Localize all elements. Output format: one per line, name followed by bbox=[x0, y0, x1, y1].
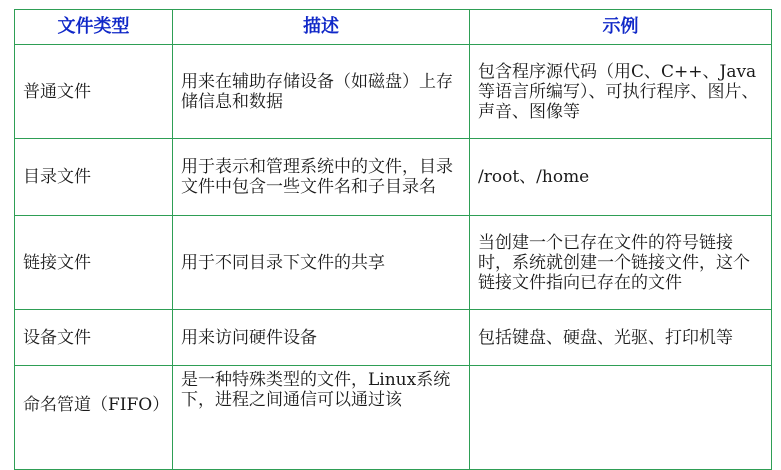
header-description: 描述 bbox=[173, 10, 470, 45]
header-file-type: 文件类型 bbox=[15, 10, 173, 45]
table-row bbox=[15, 45, 772, 139]
cell-description: 用于表示和管理系统中的文件，目录文件中包含一些文件名和子目录名 bbox=[173, 139, 470, 216]
cell-description: 用于不同目录下文件的共享 bbox=[173, 216, 470, 310]
cell-example: 包含程序源代码（用C、C++、Java等语言所编写）、可执行程序、图片、声音、图像等 bbox=[470, 45, 772, 139]
cell-file-type: 链接文件 bbox=[15, 216, 173, 310]
cell-example: 当创建一个已存在文件的符号链接时，系统就创建一个链接文件，这个链接文件指向已存在的文件 bbox=[470, 216, 772, 310]
cell-example: /root、/home bbox=[470, 139, 772, 216]
header-example: 示例 bbox=[470, 10, 772, 45]
cell-file-type: 普通文件 bbox=[15, 45, 173, 139]
cell-file-type: 目录文件 bbox=[15, 139, 173, 216]
table-row bbox=[15, 216, 772, 310]
cell-description: 用来访问硬件设备 bbox=[173, 310, 470, 366]
table-header-row bbox=[15, 10, 772, 45]
cell-description: 用来在辅助存储设备（如磁盘）上存储信息和数据 bbox=[173, 45, 470, 139]
cell-file-type: 命名管道（FIFO） bbox=[15, 366, 173, 470]
cell-example: 包括键盘、硬盘、光驱、打印机等 bbox=[470, 310, 772, 366]
table-row bbox=[15, 310, 772, 366]
cell-file-type: 设备文件 bbox=[15, 310, 173, 366]
table-row bbox=[15, 366, 772, 470]
cell-description: 是一种特殊类型的文件，Linux系统下，进程之间通信可以通过该 bbox=[173, 366, 470, 470]
file-types-table bbox=[14, 9, 772, 470]
cell-example bbox=[470, 366, 772, 470]
table-row bbox=[15, 139, 772, 216]
